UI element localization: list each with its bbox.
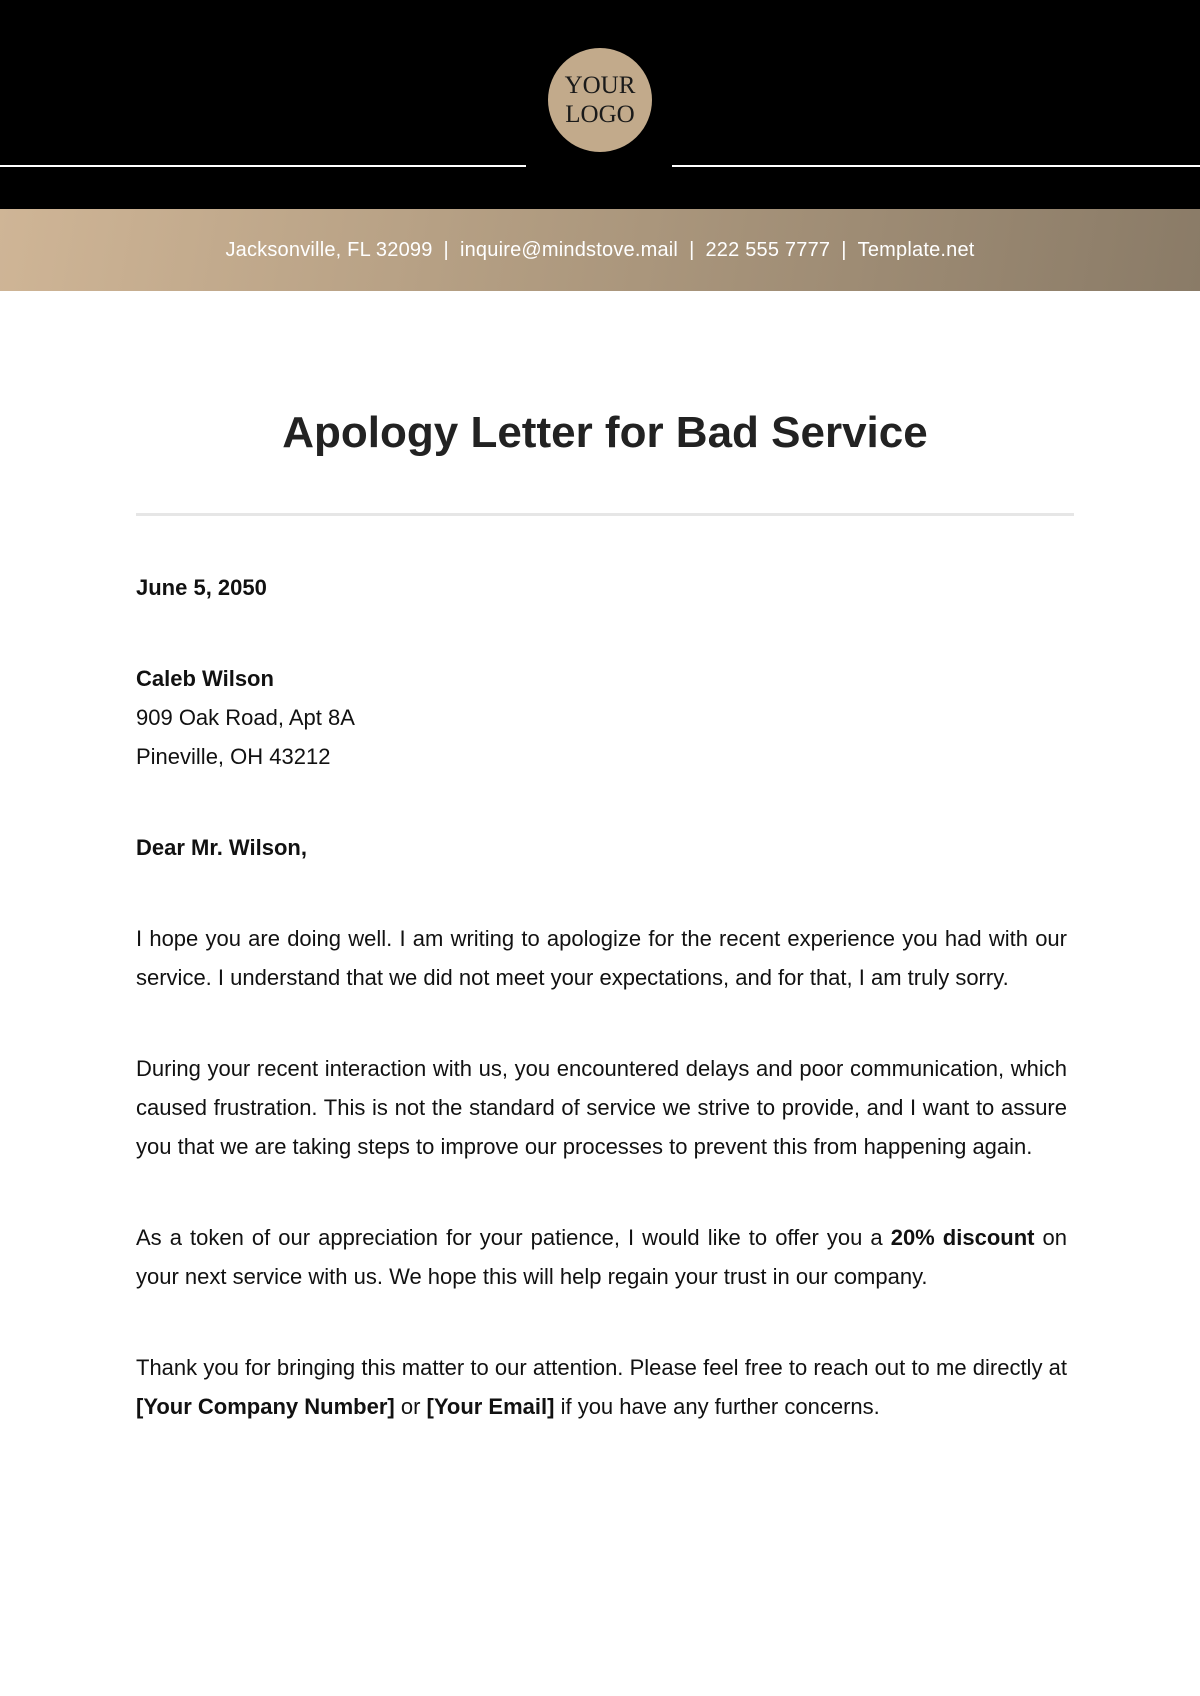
paragraph-1: I hope you are doing well. I am writing to apologize for the recent experience you had with our service. I understand that we did not meet your expectations, and for that, I am truly sorry. (136, 926, 1067, 990)
paragraph-4 (136, 1348, 1067, 1426)
contact-separator: | (841, 238, 847, 261)
salutation: Dear Mr. Wilson, (136, 835, 307, 860)
contact-website: Template.net (857, 238, 975, 261)
letter-date: June 5, 2050 (136, 575, 267, 600)
letter-body (136, 568, 1067, 1478)
recipient-address-line2: Pineville, OH 43212 (136, 744, 331, 769)
contact-email: inquire@mindstove.mail (459, 238, 679, 261)
email-placeholder: [Your Email] (426, 1394, 555, 1419)
company-logo (548, 48, 652, 152)
recipient-address-line1: 909 Oak Road, Apt 8A (136, 705, 355, 730)
header-divider-left (0, 165, 526, 167)
paragraph-3-text-after: on your next service with us. We hope this will help regain your trust in our company. (136, 1225, 1067, 1289)
paragraph-3-text-before: As a token of our appreciation for your patience, I would like to offer you a (136, 1225, 891, 1250)
contact-band (0, 209, 1200, 291)
logo-text-line1: YOUR (564, 72, 636, 99)
contact-address: Jacksonville, FL 32099 (225, 238, 433, 261)
paragraph-2: During your recent interaction with us, you encountered delays and poor communication, which caused frustration. This is not the standard of service we strive to provide, and I want to assure you that we are taking steps to improve our processes to prevent this from happening again. (136, 1056, 1067, 1159)
contact-phone: 222 555 7777 (705, 238, 831, 261)
paragraph-3 (136, 1218, 1067, 1296)
header-banner (0, 0, 1200, 209)
company-number-placeholder: [Your Company Number] (136, 1394, 395, 1419)
logo-text-line2: LOGO (565, 101, 635, 128)
paragraph-4-text-before: Thank you for bringing this matter to our attention. Please feel free to reach out to me directly at (136, 1355, 1067, 1380)
header-divider-right (672, 165, 1200, 167)
contact-separator: | (689, 238, 695, 261)
contact-separator: | (443, 238, 449, 261)
paragraph-4-text-after: if you have any further concerns. (554, 1394, 880, 1419)
letter-title: Apology Letter for Bad Service (282, 408, 928, 457)
discount-offer: 20% discount (890, 1225, 1035, 1250)
recipient-block (136, 659, 1067, 776)
paragraph-4-text-middle: or (394, 1394, 427, 1419)
recipient-name: Caleb Wilson (136, 666, 274, 691)
title-divider (136, 513, 1074, 516)
